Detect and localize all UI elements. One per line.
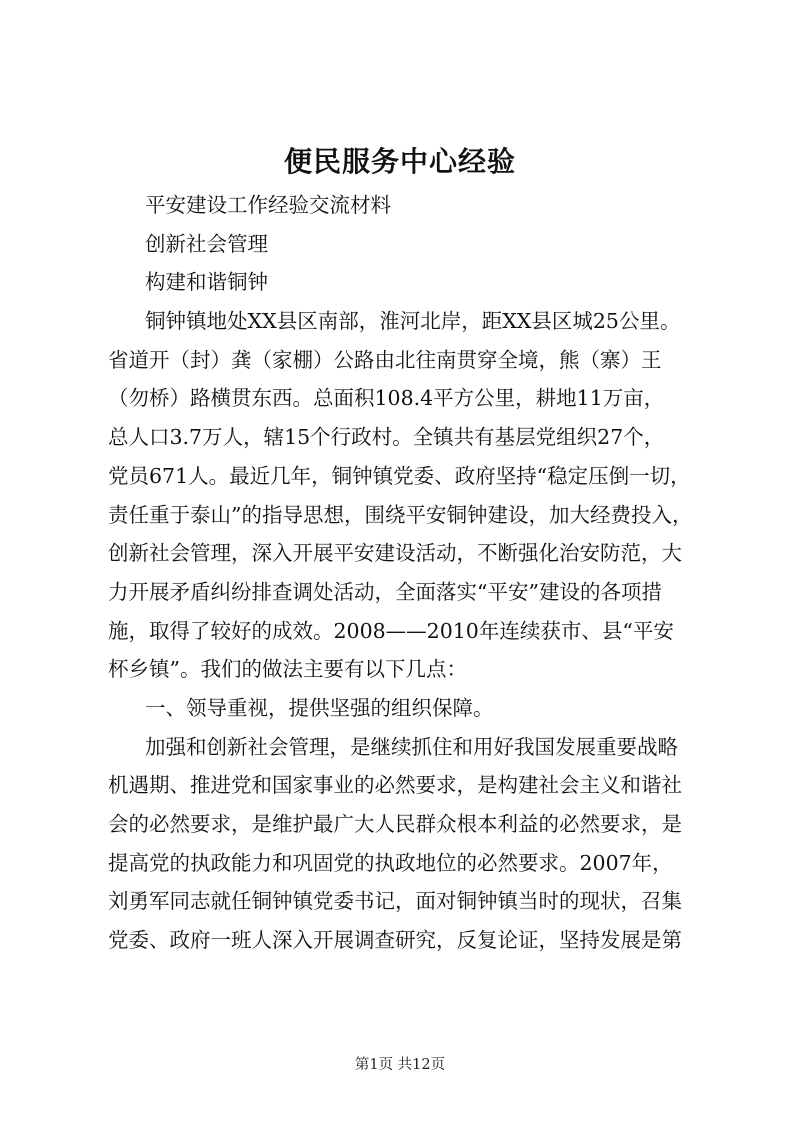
section-heading: 一、领导重视，提供坚强的组织保障。 (145, 695, 494, 720)
paragraph-line: 省道开（封）龚（家棚）公路由北往南贯穿全境，熊（寨）王 (108, 347, 662, 372)
document-title: 便民服务中心经验 (283, 145, 516, 178)
subtitle-line: 创新社会管理 (145, 231, 268, 256)
paragraph-line: 总人口3.7万人，辖15个行政村。全镇共有基层党组织27个， (108, 425, 665, 450)
paragraph-line: 加强和创新社会管理，是继续抓住和用好我国发展重要战略 (145, 734, 678, 759)
paragraph-line: 责任重于泰山”的指导思想，围绕平安铜钟建设，加大经费投入， (108, 502, 693, 527)
subtitle-line: 构建和谐铜钟 (145, 270, 268, 295)
paragraph-line: 铜钟镇地处XX县区南部，淮河北岸，距XX县区城25公里。 (145, 309, 681, 334)
paragraph-line: （勿桥）路横贯东西。总面积108.4平方公里，耕地11万亩， (108, 386, 665, 411)
paragraph-line: 会的必然要求，是维护最广大人民群众根本利益的必然要求，是 (108, 812, 682, 836)
paragraph-line: 施，取得了较好的成效。2008——2010年连续获市、县“平安 (108, 618, 674, 643)
subtitle-line: 平安建设工作经验交流材料 (145, 193, 391, 217)
paragraph-line: 机遇期、推进党和国家事业的必然要求，是构建社会主义和谐社 (108, 773, 682, 798)
page-number: 第1页 共12页 (354, 1057, 446, 1073)
paragraph-line: 创新社会管理，深入开展平安建设活动，不断强化治安防范，大 (108, 541, 682, 566)
paragraph-line: 党员671人。最近几年，铜钟镇党委、政府坚持“稳定压倒一切， (108, 463, 691, 488)
paragraph-line: 党委、政府一班人深入开展调查研究，反复论证，坚持发展是第 (108, 928, 682, 953)
paragraph-line: 提高党的执政能力和巩固党的执政地位的必然要求。2007年， (108, 850, 673, 875)
paragraph-line: 力开展矛盾纠纷排查调处活动，全面落实“平安”建设的各项措 (108, 579, 662, 604)
paragraph-line: 刘勇军同志就任铜钟镇党委书记，面对铜钟镇当时的现状，召集 (108, 889, 682, 914)
paragraph-line: 杯乡镇”。我们的做法主要有以下几点： (108, 657, 467, 682)
document-body (108, 186, 700, 960)
